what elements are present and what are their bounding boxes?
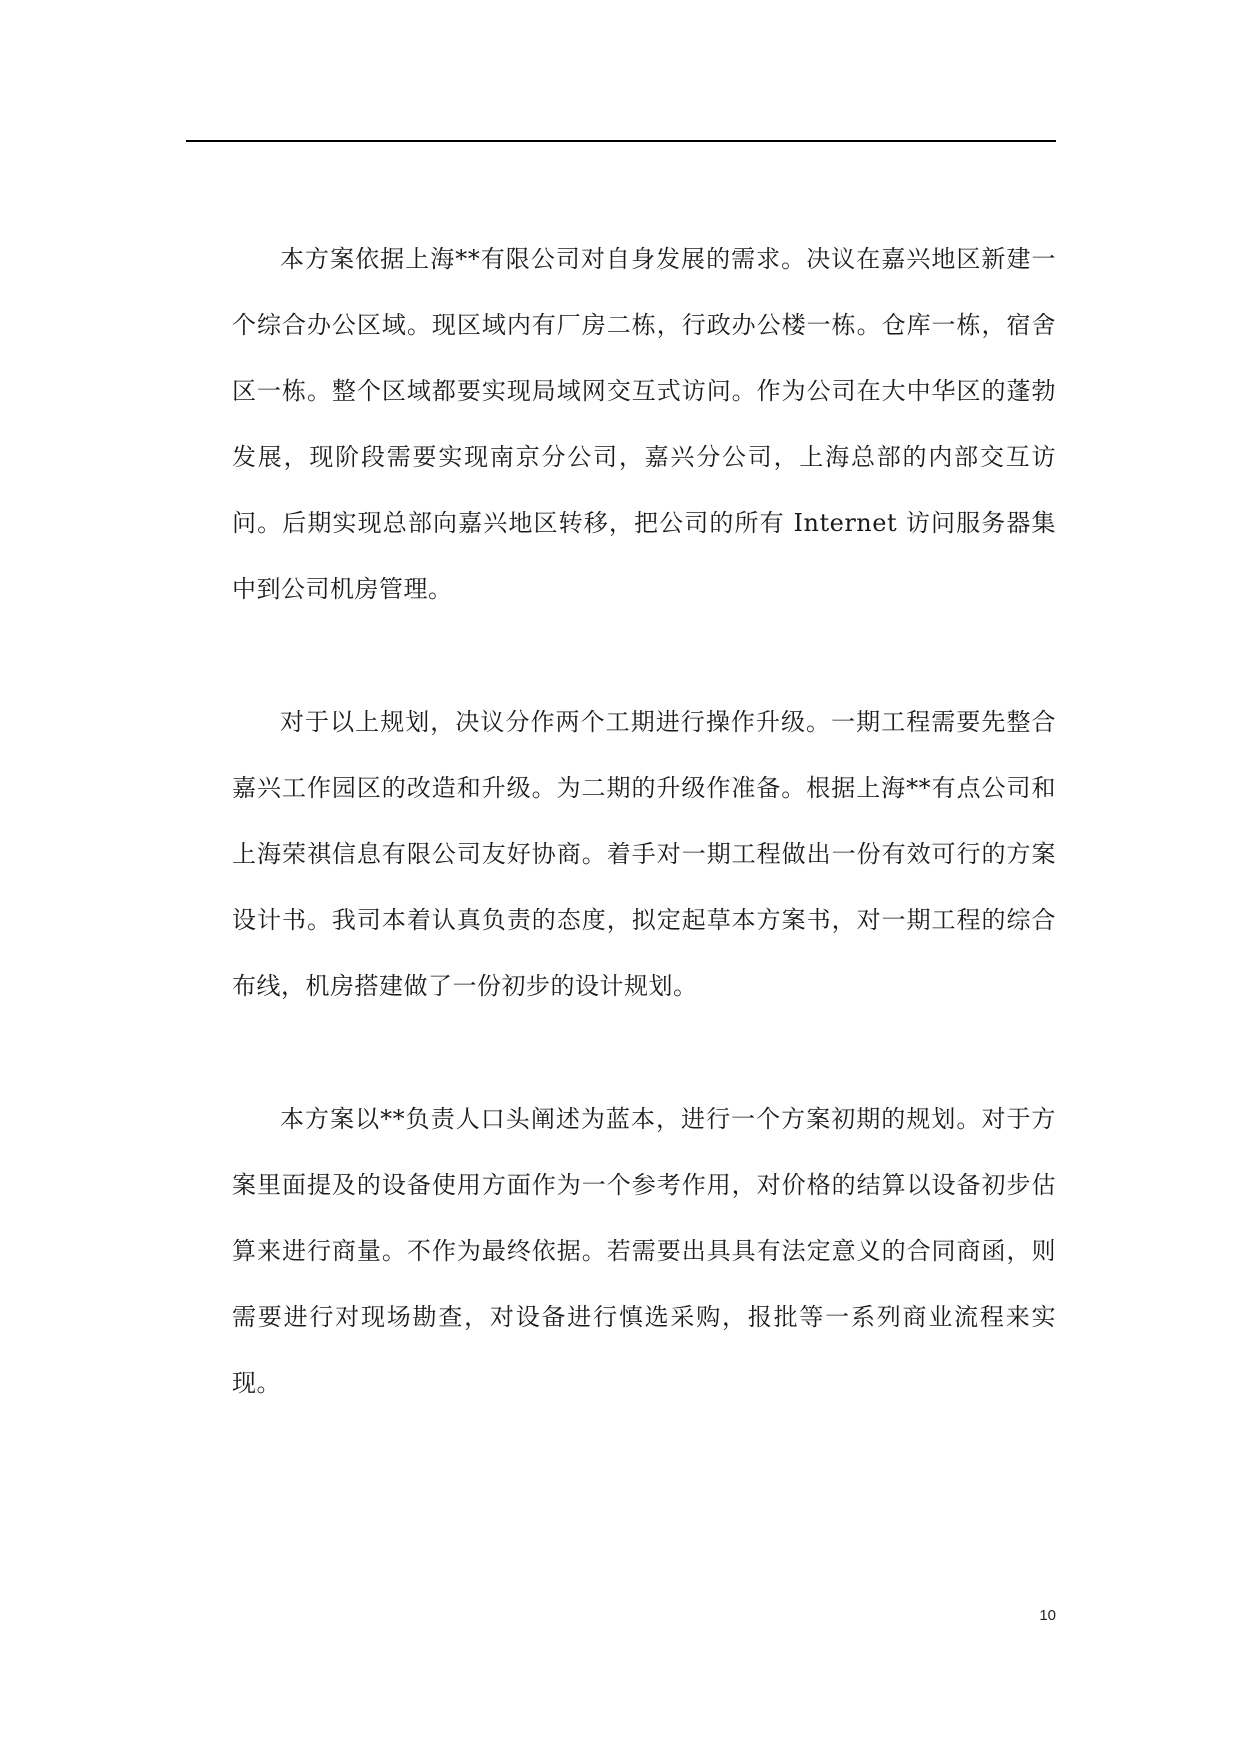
header-rule [186, 140, 1056, 142]
document-body [232, 226, 1056, 1416]
paragraph-3: 本方案以**负责人口头阐述为蓝本，进行一个方案初期的规划。对于方案里面提及的设备使用方面作为一个参考作用，对价格的结算以设备初步估算来进行商量。不作为最终依据。若需要出具具有法定意义的合同商函，则需要进行对现场勘查，对设备进行慎选采购，报批等一系列商业流程来实现。 [232, 1105, 1056, 1397]
paragraph-2: 对于以上规划，决议分作两个工期进行操作升级。一期工程需要先整合嘉兴工作园区的改造和升级。为二期的升级作准备。根据上海**有点公司和上海荣祺信息有限公司友好协商。着手对一期工程做出一份有效可行的方案设计书。我司本着认真负责的态度，拟定起草本方案书，对一期工程的综合布线，机房搭建做了一份初步的设计规划。 [232, 708, 1056, 1000]
paragraph-1: 本方案依据上海**有限公司对自身发展的需求。决议在嘉兴地区新建一个综合办公区域。现区域内有厂房二栋，行政办公楼一栋。仓库一栋，宿舍区一栋。整个区域都要实现局域网交互式访问。作为公司在大中华区的蓬勃发展，现阶段需要实现南京分公司，嘉兴分公司，上海总部的内部交互访问。后期实现总部向嘉兴地区转移，把公司的所有 Internet 访问服务器集中到公司机房管理。 [232, 245, 1056, 603]
page-number: 10 [1039, 1607, 1056, 1624]
